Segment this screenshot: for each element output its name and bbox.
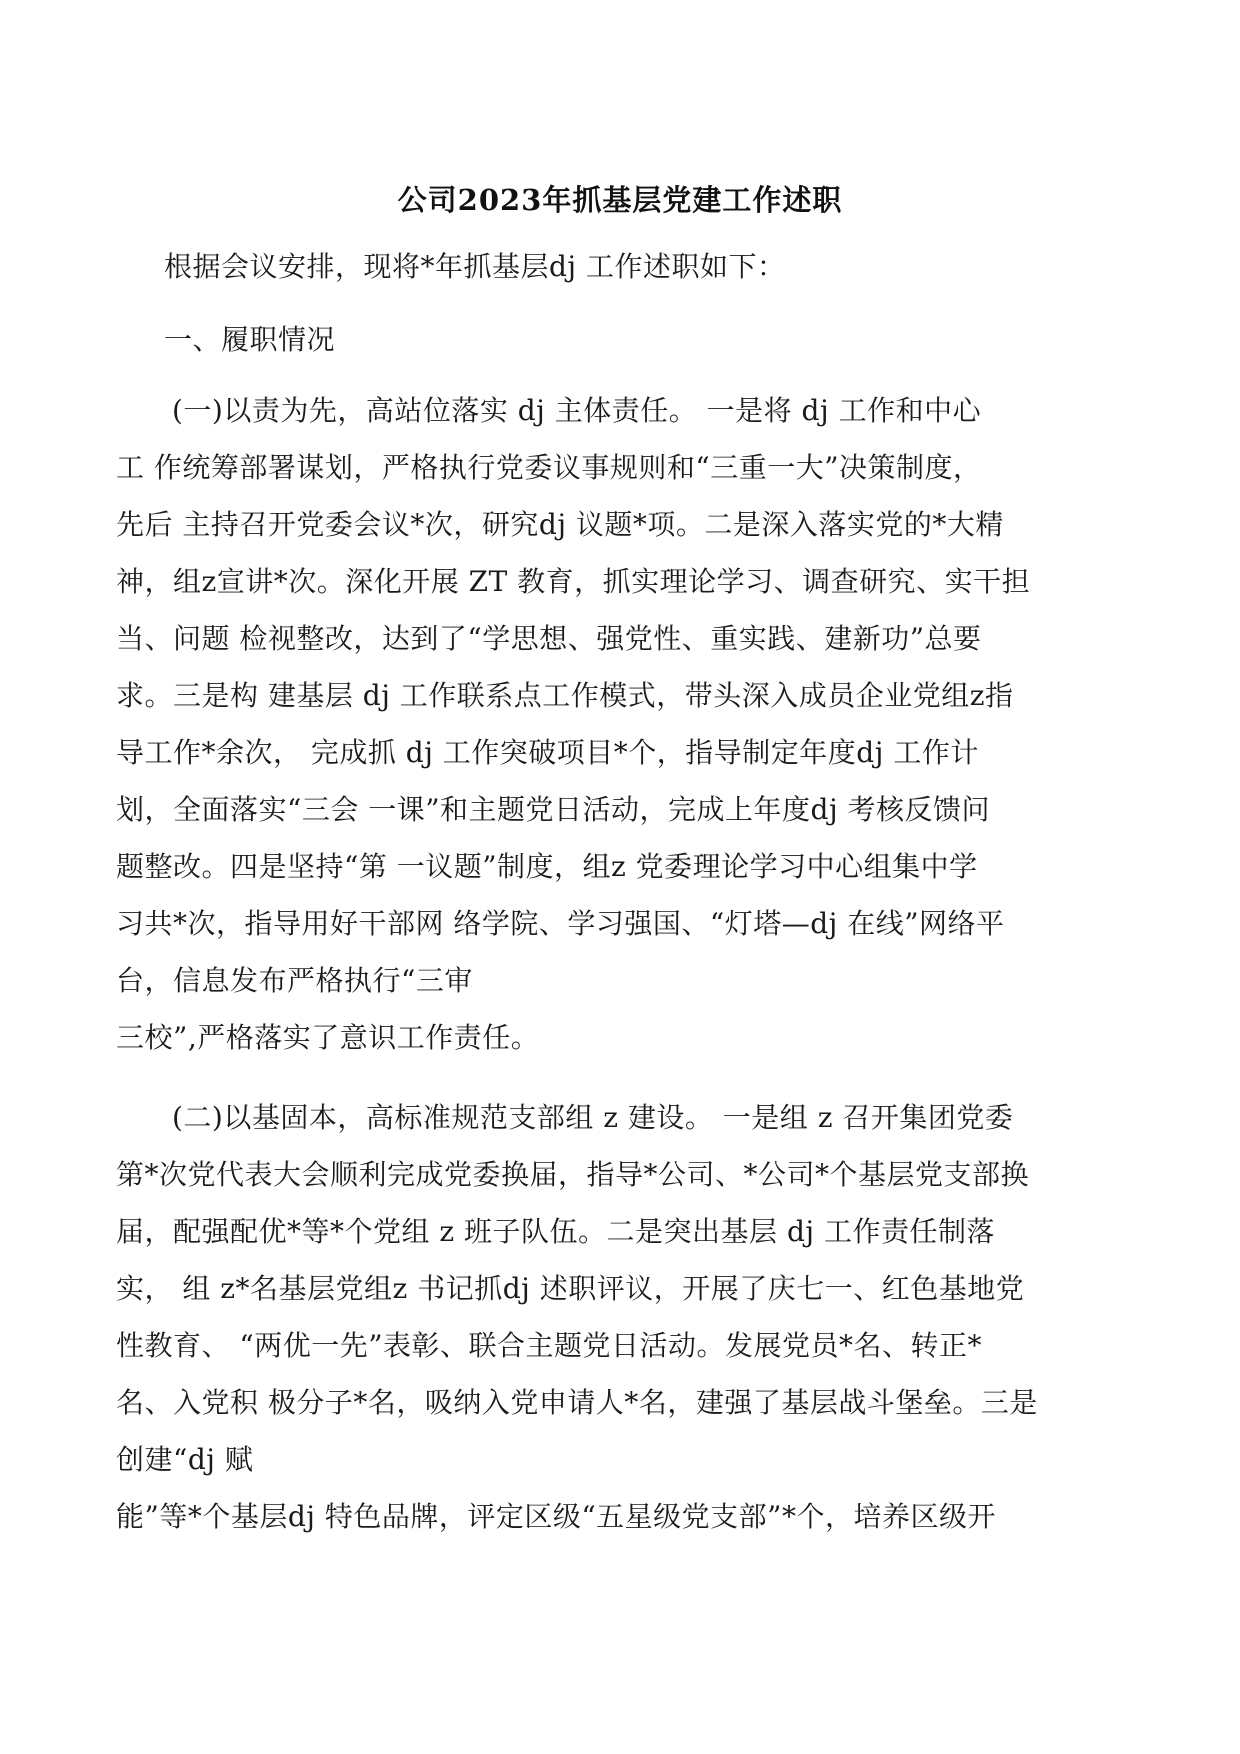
paragraph-line: 届，配强配优*等*个党组 z 班子队伍。二是突出基层 dj 工作责任制落 (116, 1215, 995, 1248)
paragraph-line: 题整改。四是坚持“第 一议题”制度，组z 党委理论学习中心组集中学 (116, 850, 978, 883)
paragraph-line: (一)以责为先，高站位落实 dj 主体责任。 一是将 dj 工作和中心 (172, 394, 982, 427)
paragraph-line: 第*次党代表大会顺利完成党委换届，指导*公司、*公司*个基层党支部换 (116, 1158, 1030, 1191)
paragraph-line: 台，信息发布严格执行“三审 (116, 964, 473, 997)
paragraph-line: 神，组z宣讲*次。深化开展 ZT 教育，抓实理论学习、调查研究、实干担 (116, 565, 1031, 598)
paragraph-line: 工 作统筹部署谋划，严格执行党委议事规则和“三重一大”决策制度， (116, 451, 982, 484)
paragraph-line: 导工作*余次， 完成抓 dj 工作突破项目*个，指导制定年度dj 工作计 (116, 736, 979, 769)
paragraph-line: 名、入党积 极分子*名，吸纳入党申请人*名，建强了基层战斗堡垒。三是 (116, 1386, 1038, 1419)
paragraph-line: 实， 组 z*名基层党组z 书记抓dj 述职评议，开展了庆七一、红色基地党 (116, 1272, 1025, 1305)
paragraph-line: 当、问题 检视整改，达到了“学思想、强党性、重实践、建新功”总要 (116, 622, 982, 655)
paragraph-line: 性教育、 “两优一先”表彰、联合主题党日活动。发展党员*名、转正* (116, 1329, 983, 1362)
paragraph-line: 三校”,严格落实了意识工作责任。 (116, 1021, 540, 1054)
paragraph-line: 能”等*个基层dj 特色品牌，评定区级“五星级党支部”*个，培养区级开 (116, 1500, 996, 1533)
paragraph-line: 先后 主持召开党委会议*次，研究dj 议题*项。二是深入落实党的*大精 (116, 508, 1004, 541)
paragraph-line: 创建“dj 赋 (116, 1443, 254, 1476)
paragraph-line: 根据会议安排，现将*年抓基层dj 工作述职如下： (164, 250, 786, 283)
paragraph-line: 划，全面落实“三会 一课”和主题党日活动，完成上年度dj 考核反馈问 (116, 793, 991, 826)
document-title: 公司2023年抓基层党建工作述职 (397, 183, 843, 217)
paragraph-line: 求。三是构 建基层 dj 工作联系点工作模式，带头深入成员企业党组z指 (116, 679, 1014, 712)
paragraph-line: (二)以基固本，高标准规范支部组 z 建设。 一是组 z 召开集团党委 (172, 1101, 1014, 1134)
section-heading: 一、履职情况 (164, 323, 336, 356)
paragraph-line: 习共*次，指导用好干部网 络学院、学习强国、“灯塔—dj 在线”网络平 (116, 907, 1005, 940)
